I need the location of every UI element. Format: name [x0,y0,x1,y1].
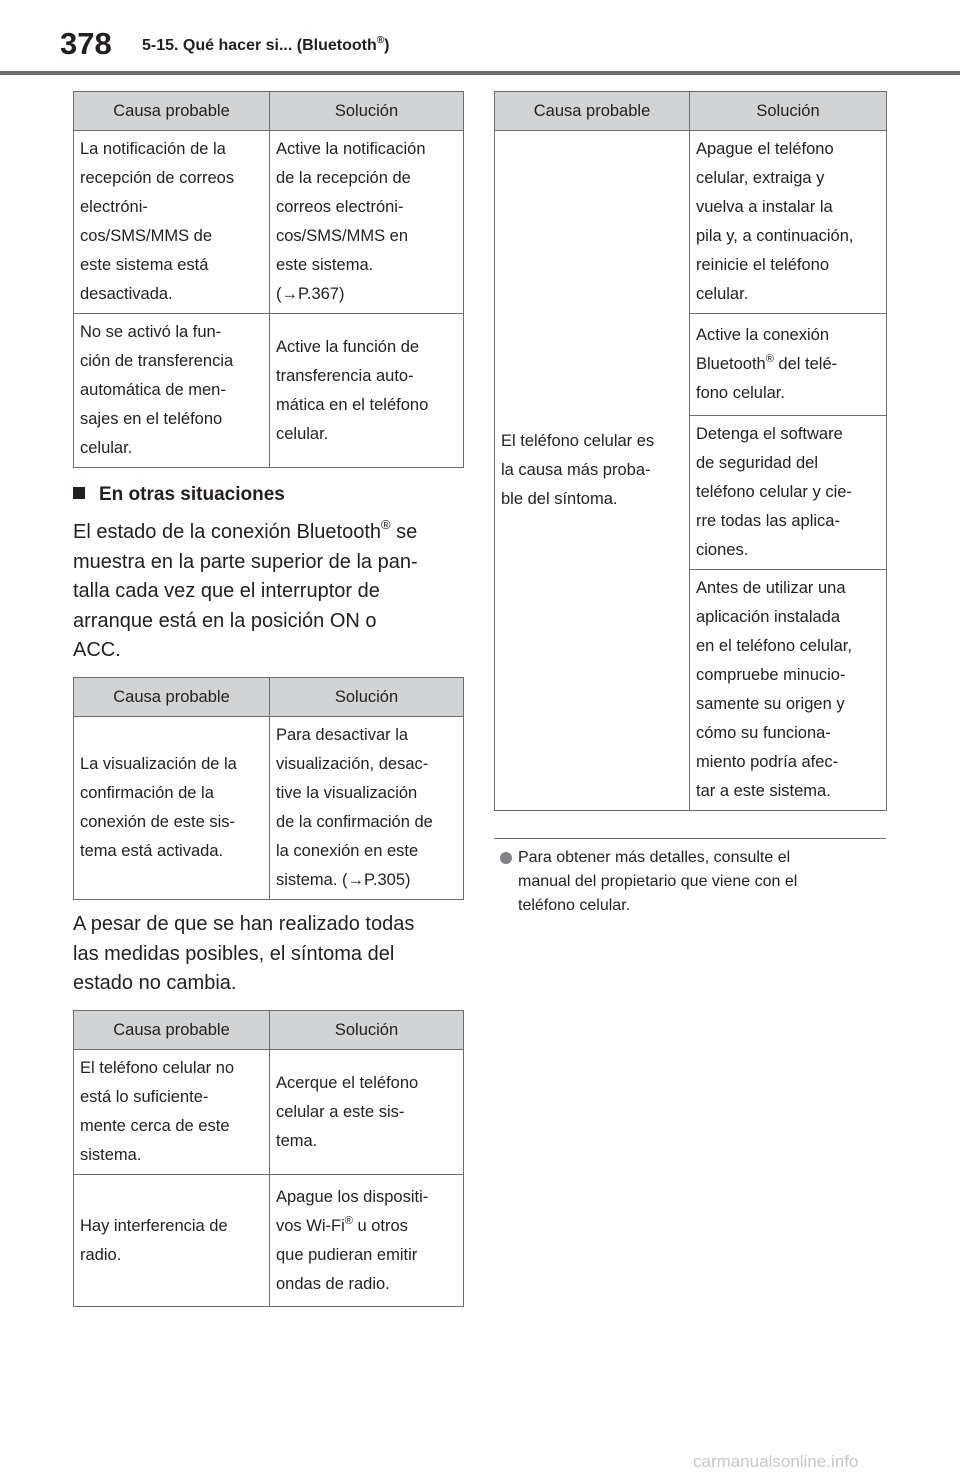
table-row [74,131,464,314]
table-header-row [74,1011,464,1050]
section-title [142,35,389,57]
solution-text-part: Active la conexión Bluetooth [696,326,829,373]
table-row [495,131,887,314]
column-header-solution: Solución [270,1011,464,1050]
column-header-cause: Causa probable [74,1011,270,1050]
registered-mark: ® [376,35,385,46]
note-divider [494,838,886,839]
table-row [74,717,464,900]
solution-text: Active la función de transferencia auto- mática en el teléfono celular. [276,337,429,443]
cause-text: La notificación de la recepción de correos electróni- cos/SMS/MMS de este sistema está desactivada. [80,140,235,303]
registered-mark: ® [765,353,774,365]
section-heading-text: En otras situaciones [99,484,285,505]
solution-text: Para desactivar la visualización, desac- tive la visualización de la confirmación de la conexión en este sistema. (→P.305) [276,726,433,889]
cause-cell [74,1050,270,1175]
cause-text: La visualización de la confirmación de la conexión de este sis- tema está activada. [80,755,237,860]
solution-text: Antes de utilizar una aplicación instalada en el teléfono celular, compruebe minucio- samente su origen y cómo su funciona- miento podría afec- tar a este sistema. [696,579,852,800]
header-divider [0,71,960,75]
watermark: carmanualsonline.info [693,1452,859,1471]
cause-text: El teléfono celular es la causa más proba- ble del síntoma. [501,432,655,508]
solution-text: Detenga el software de seguridad del teléfono celular y cie- rre todas las aplica- ciones. [696,425,852,559]
cause-cell [495,131,690,811]
solution-cell [690,314,887,416]
table-row [74,1175,464,1307]
note-text: Para obtener más detalles, consulte el manual del propietario que viene con el teléfono celular. [518,849,798,914]
intro-text-cont: se muestra en la parte superior de la pan- talla cada vez que el interruptor de arranque está en la posición ON o ACC. [73,521,418,661]
section-title-end: ) [384,37,390,54]
section-title-text: 5-15. Qué hacer si... (Bluetooth [142,37,377,54]
solution-cell [690,131,887,314]
solution-cell [270,1050,464,1175]
table-row [74,1050,464,1175]
symptom-paragraph: A pesar de que se han realizado todas las medidas posibles, el síntoma del estado no cambia. [73,913,415,994]
solution-cell [270,314,464,468]
cause-text: Hay interferencia de radio. [80,1216,228,1264]
column-header-cause: Causa probable [74,92,270,131]
registered-mark: ® [381,517,391,532]
section-heading [73,482,285,508]
troubleshooting-table-phone [494,91,887,811]
page-number: 378 [60,26,112,61]
solution-cell [690,416,887,570]
solution-text-part: u otros que pudieran emitir ondas de radio. [276,1216,418,1293]
column-header-cause: Causa probable [74,678,270,717]
cause-cell [74,1175,270,1307]
registered-mark: ® [344,1214,353,1227]
cause-cell [74,717,270,900]
column-header-solution: Solución [270,678,464,717]
troubleshooting-table-display [73,677,464,900]
table-row [74,314,464,468]
cause-text: No se activó la fun- ción de transferencia automática de men- sajes en el teléfono celular. [80,323,234,457]
column-header-solution: Solución [690,92,887,131]
cause-cell [74,314,270,468]
solution-text-part: Apague los dispositi- vos Wi-Fi [276,1187,429,1235]
solution-text [696,321,881,408]
circle-bullet-icon [500,852,512,864]
square-bullet-icon [73,487,85,499]
cause-text: El teléfono celular no está lo suficiente- mente cerca de este sistema. [80,1059,235,1164]
intro-text: El estado de la conexión Bluetooth [73,521,381,543]
table-header-row [74,92,464,131]
solution-text-part: del telé- fono celular. [696,355,838,402]
troubleshooting-table-notifications [73,91,464,468]
table-header-row [495,92,887,131]
solution-text: Apague el teléfono celular, extraiga y vuelva a instalar la pila y, a continuación, reinicie el teléfono celular. [696,140,854,303]
solution-cell [270,131,464,314]
solution-cell [270,717,464,900]
solution-text: Active la notificación de la recepción de correos electróni- cos/SMS/MMS en este sistema. (→P.367) [276,140,426,303]
solution-text: Acerque el teléfono celular a este sis- tema. [276,1073,419,1150]
cause-cell [74,131,270,314]
column-header-cause: Causa probable [495,92,690,131]
solution-cell [690,570,887,811]
troubleshooting-table-symptom [73,1010,464,1307]
solution-text [276,1183,458,1299]
page-header [0,0,960,78]
table-header-row [74,678,464,717]
column-header-solution: Solución [270,92,464,131]
solution-cell [270,1175,464,1307]
intro-paragraph [73,518,465,666]
